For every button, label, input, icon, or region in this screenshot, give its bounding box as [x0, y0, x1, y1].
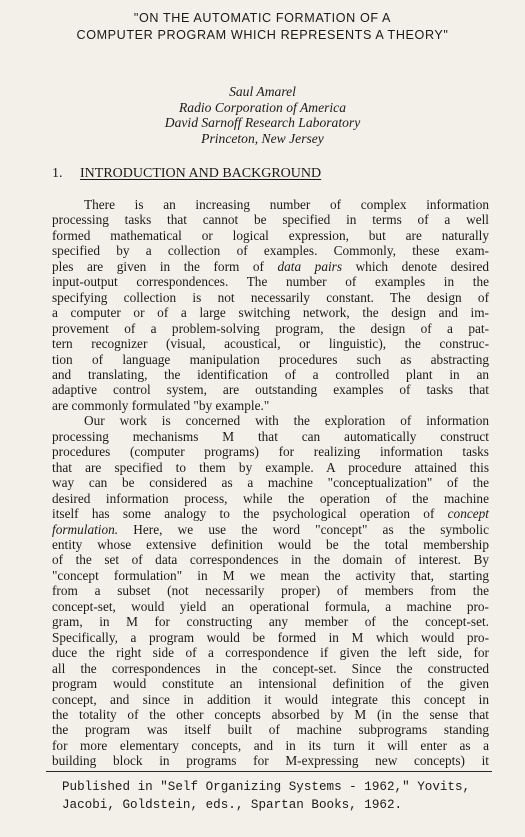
author-laboratory: David Sarnoff Research Laboratory	[164, 115, 361, 131]
text-line: There is an increasing number of complex information	[84, 197, 489, 212]
text-line: all the correspondences in the concept-set. Since the constructed	[52, 660, 489, 676]
text-line: of the set of data correspondences in the domain of interest. By	[52, 552, 489, 568]
footnote	[62, 778, 482, 814]
text-line: ples are given in the form of data pairs which denote desired	[52, 258, 489, 274]
paper-title	[0, 10, 525, 44]
text-line: Our work is concerned with the exploration of information	[84, 413, 489, 429]
text-line: Specifically, a program would be formed in M which would pro-	[52, 629, 489, 645]
paragraph-2	[52, 413, 489, 768]
text-line: desired information process, while the operation of the machine	[52, 490, 489, 506]
text-line: "concept formulation" in M we mean the activity that, starting	[52, 567, 489, 583]
text-line: itself has some analogy to the psychological operation of concept	[52, 506, 489, 522]
text-line: input-output correspondences. The number of examples in the	[52, 274, 489, 290]
author-organization: Radio Corporation of America	[178, 99, 347, 115]
author-location: Princeton, New Jersey	[201, 130, 324, 146]
text-line: adaptive control system, are outstanding examples of tasks that	[52, 382, 489, 398]
text-line: tern recognizer (visual, acoustical, or linguistic), the construc-	[52, 336, 489, 352]
text-line: from a subset (not necessarily proper) of members from the	[52, 583, 489, 599]
text-line: specified by a collection of examples. Commonly, these exam-	[52, 243, 489, 259]
text-line: way can be considered as a machine "conceptualization" of the	[52, 475, 489, 491]
text-line: specifying collection is not necessarily constant. The design of	[52, 289, 489, 305]
section-number: 1.	[52, 166, 63, 181]
text-line: processing tasks that cannot be specified in terms of a well	[52, 212, 489, 228]
section-heading	[52, 166, 321, 182]
text-line: and translating, the identification of a controlled plant in an	[52, 366, 489, 382]
text-line: formulation. Here, we use the word "concept" as the symbolic	[52, 521, 489, 537]
author-name: Saul Amarel	[229, 84, 296, 99]
text-line: tion of language manipulation procedures such as abstracting	[52, 351, 489, 367]
text-line: building block in programs for M-expressing new concepts) it	[52, 753, 489, 769]
footnote-divider	[46, 771, 492, 772]
footnote-line-2: Jacobi, Goldstein, eds., Spartan Books, 1962.	[62, 798, 403, 812]
text-line: for more elementary concepts, and in its turn it will enter as a	[52, 737, 489, 753]
text-line: concept, and since in addition it would integrate this concept in	[52, 691, 489, 707]
text-line: program would constitute an intensional definition of the given	[52, 676, 489, 692]
text-line: duce the right side of a correspondence if given the left side, for	[52, 645, 489, 661]
title-line-2: COMPUTER PROGRAM WHICH REPRESENTS A THEORY"	[76, 28, 449, 42]
text-line: gram, in M for constructing any member of the concept-set.	[52, 614, 489, 630]
text-line: entity whose extensive definition would be the total membership	[52, 536, 489, 552]
text-line: a computer or of a large switching network, the design and im-	[52, 305, 489, 321]
text-line: concept-set, would yield an operational formula, a machine pro-	[52, 598, 489, 614]
body-text	[52, 197, 489, 769]
text-line: are commonly formulated "by example."	[52, 397, 270, 413]
footnote-line-1: Published in "Self Organizing Systems - 1962," Yovits,	[62, 780, 471, 794]
text-line: processing mechanisms M that can automatically construct	[52, 428, 489, 444]
author-block	[0, 84, 525, 146]
text-line: provement of a problem-solving program, the design of a pat-	[52, 320, 489, 336]
text-line: the totality of the other concepts absorbed by M (in the sense that	[52, 706, 489, 722]
text-line: formed mathematical or logical expression, but are naturally	[52, 227, 489, 243]
text-line: procedures (computer programs) for realizing information tasks	[52, 444, 489, 460]
section-title: INTRODUCTION AND BACKGROUND	[80, 166, 322, 181]
text-line: the program was itself built of machine subprograms standing	[52, 722, 489, 738]
text-line: that are specified to them by example. A procedure attained this	[52, 459, 489, 475]
paragraph-1	[52, 197, 489, 413]
title-line-1: "ON THE AUTOMATIC FORMATION OF A	[133, 11, 392, 25]
